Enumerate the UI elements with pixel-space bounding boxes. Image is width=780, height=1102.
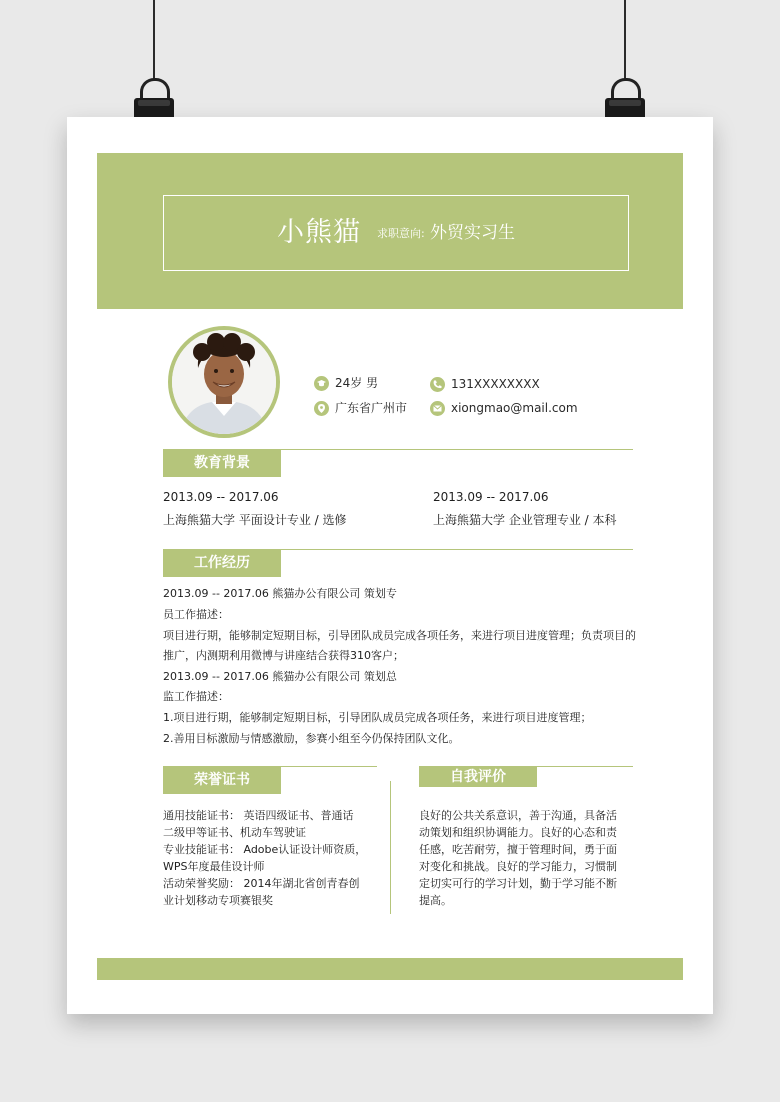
hanging-wire-right bbox=[624, 0, 626, 80]
work-line: 2013.09 -- 2017.06 熊猫办公有限公司 策划专 bbox=[163, 587, 397, 600]
resume-paper bbox=[67, 117, 713, 1014]
self-eval-line: 提高。 bbox=[419, 894, 452, 907]
info-age-gender bbox=[314, 374, 378, 391]
education-date-2: 2013.09 -- 2017.06 bbox=[433, 490, 549, 504]
info-phone bbox=[430, 377, 540, 392]
phone-icon bbox=[430, 377, 445, 392]
work-heading: 工作经历 bbox=[163, 550, 281, 577]
honors-line: 通用技能证书： 英语四级证书、普通话 bbox=[163, 809, 354, 822]
graduation-cap-icon bbox=[314, 376, 329, 391]
self-eval-line: 良好的公共关系意识，善于沟通，具备活 bbox=[419, 809, 617, 822]
self-eval-line: 定切实可行的学习计划，勤于学习能不断 bbox=[419, 877, 617, 890]
work-line: 员工作描述： bbox=[163, 608, 229, 621]
hanging-wire-left bbox=[153, 0, 155, 80]
location-pin-icon bbox=[314, 401, 329, 416]
work-line: 监工作描述： bbox=[163, 690, 229, 703]
info-email bbox=[430, 401, 578, 416]
education-heading: 教育背景 bbox=[163, 450, 281, 477]
honors-line: 专业技能证书： Adobe认证设计师资质， bbox=[163, 843, 367, 856]
phone-text: 131XXXXXXXX bbox=[451, 377, 540, 391]
honors-line: 活动荣誉奖励： 2014年湖北省创青春创 bbox=[163, 877, 360, 890]
education-detail-1: 上海熊猫大学 平面设计专业 / 选修 bbox=[163, 513, 347, 527]
candidate-name: 小熊猫 bbox=[277, 217, 361, 248]
info-location bbox=[314, 399, 407, 416]
mail-icon bbox=[430, 401, 445, 416]
header-frame bbox=[163, 195, 629, 271]
work-line: 项目进行期，能够制定短期目标，引导团队成员完成各项任务，来进行项目进度管理；负责项目的 bbox=[163, 629, 636, 642]
self-eval-line: 任感，吃苦耐劳，擅于管理时间，勇于面 bbox=[419, 843, 617, 856]
self-eval-line: 动策划和组织协调能力。良好的心态和责 bbox=[419, 826, 617, 839]
avatar bbox=[168, 326, 280, 438]
self-eval-line: 对变化和挑战。良好的学习能力，习惯制 bbox=[419, 860, 617, 873]
education-date-1: 2013.09 -- 2017.06 bbox=[163, 490, 279, 504]
honors-heading: 荣誉证书 bbox=[163, 767, 281, 794]
job-intent: 外贸实习生 bbox=[430, 223, 515, 243]
honors-line: 业计划移动专项赛银奖 bbox=[163, 894, 273, 907]
job-intent-label: 求职意向: bbox=[377, 227, 425, 240]
work-line: 1.项目进行期，能够制定短期目标，引导团队成员完成各项任务，来进行项目进度管理； bbox=[163, 711, 592, 724]
age-gender-text: 24岁 男 bbox=[335, 376, 379, 390]
email-text: xiongmao@mail.com bbox=[451, 401, 578, 415]
honors-line: 二级甲等证书、机动车驾驶证 bbox=[163, 826, 306, 839]
honors-line: WPS年度最佳设计师 bbox=[163, 860, 265, 873]
work-line: 2.善用目标激励与情感激励，参赛小组至今仍保持团队文化。 bbox=[163, 732, 460, 745]
self-eval-heading: 自我评价 bbox=[419, 767, 537, 787]
footer-band bbox=[97, 958, 683, 980]
work-line: 推广，内测期利用微博与讲座结合获得310客户； bbox=[163, 649, 404, 662]
column-divider bbox=[390, 781, 391, 914]
location-text: 广东省广州市 bbox=[335, 401, 408, 415]
header-band bbox=[97, 153, 683, 309]
work-line: 2013.09 -- 2017.06 熊猫办公有限公司 策划总 bbox=[163, 670, 397, 683]
education-detail-2: 上海熊猫大学 企业管理专业 / 本科 bbox=[433, 513, 617, 527]
